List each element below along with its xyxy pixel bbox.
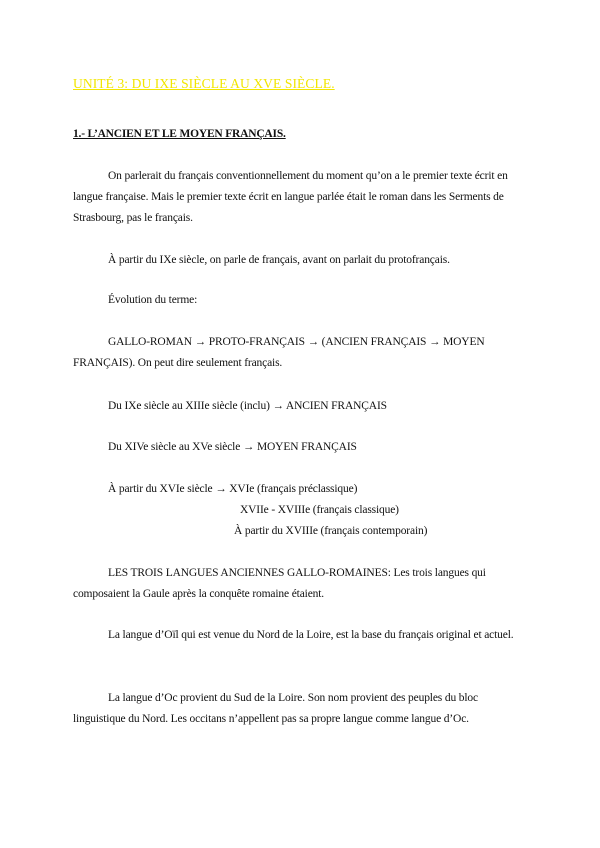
paragraph-4: GALLO-ROMAN → PROTO-FRANÇAIS → (ANCIEN FRANÇAIS → MOYEN FRANÇAIS). On peut dire seulement français. (73, 336, 485, 369)
paragraph-7: LES TROIS LANGUES ANCIENNES GALLO-ROMAINES: Les trois langues qui composaient la Gaule après la conquête romaine étaient. (73, 567, 486, 600)
paragraph-2: À partir du IXe siècle, on parle de français, avant on parlait du protofrançais. (108, 254, 450, 266)
paragraph-1: On parlerait du français conventionnellement du moment qu’on a le premier texte écrit en langue française. Mais le premier texte écrit en langue parlée était le roman dans les Serments de Strasbourg, pas le français. (73, 170, 508, 224)
period-list-item: À partir du XVIe siècle → XVIe (français préclassique) (108, 483, 358, 495)
paragraph-3: Évolution du terme: (108, 294, 198, 306)
paragraph-5: Du IXe siècle au XIIIe siècle (inclu) → ANCIEN FRANÇAIS (108, 400, 387, 412)
period-list-item: XVIIe - XVIIIe (français classique) (240, 504, 399, 516)
unit-title: UNITÉ 3: DU IXE SIÈCLE AU XVE SIÈCLE. (73, 76, 335, 91)
section-heading: 1.- L’ANCIEN ET LE MOYEN FRANÇAIS. (73, 128, 286, 140)
period-list-item: À partir du XVIIIe (français contemporain) (234, 525, 428, 537)
paragraph-9: La langue d’Oc provient du Sud de la Loire. Son nom provient des peuples du bloc linguistique du Nord. Les occitans n’appellent pas sa propre langue comme langue d’Oc. (73, 692, 478, 725)
paragraph-8: La langue d’Oïl qui est venue du Nord de la Loire, est la base du français original et actuel. (108, 629, 514, 641)
paragraph-6: Du XIVe siècle au XVe siècle → MOYEN FRANÇAIS (108, 441, 357, 453)
